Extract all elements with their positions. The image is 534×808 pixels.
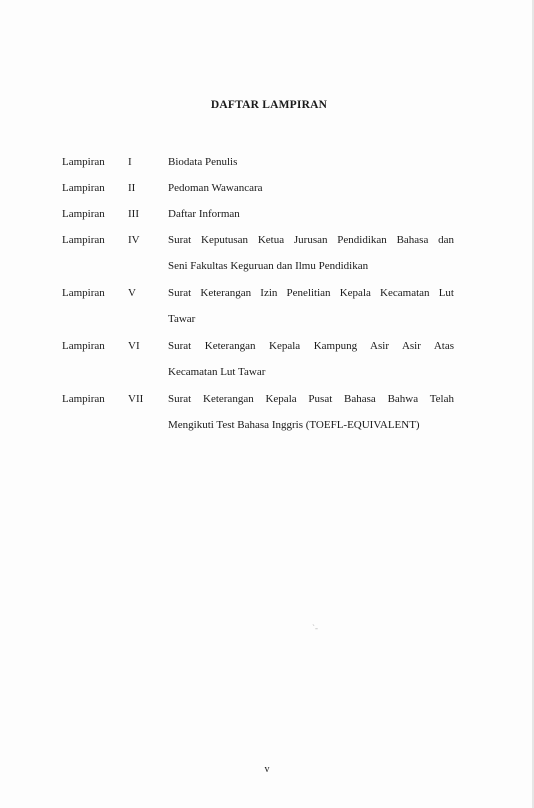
entry-label: Lampiran: [62, 156, 105, 168]
entry-description: [168, 333, 454, 385]
entry-description-line: Surat Keterangan Kepala Kampung Asir Asir Atas: [168, 340, 454, 352]
entry-description-line: Surat Keputusan Ketua Jurusan Pendidikan Bahasa dan: [168, 234, 454, 246]
entry-description-line: Pedoman Wawancara: [168, 182, 263, 194]
entry-description-line: Surat Keterangan Izin Penelitian Kepala Kecamatan Lut: [168, 287, 454, 299]
appendix-entry: [62, 333, 454, 385]
appendix-entry: [62, 386, 454, 438]
entry-description: [168, 201, 454, 227]
entry-number: II: [128, 182, 136, 194]
entry-description-line: Mengikuti Test Bahasa Inggris (TOEFL-EQUIVALENT): [168, 419, 420, 431]
appendix-list: [62, 149, 454, 439]
appendix-entry: [62, 201, 454, 227]
page-title: DAFTAR LAMPIRAN: [210, 99, 328, 111]
entry-label: Lampiran: [62, 208, 105, 220]
entry-label: Lampiran: [62, 182, 105, 194]
entry-label: Lampiran: [62, 287, 105, 299]
entry-description: [168, 149, 454, 175]
entry-description: [168, 280, 454, 332]
entry-number: IV: [128, 234, 140, 246]
scan-speck: `-: [312, 623, 318, 633]
appendix-entry: [62, 149, 454, 175]
entry-description: [168, 227, 454, 279]
entry-description: [168, 386, 454, 438]
entry-number: III: [128, 208, 139, 220]
appendix-entry: [62, 280, 454, 332]
entry-description-line: Kecamatan Lut Tawar: [168, 366, 266, 378]
entry-label: Lampiran: [62, 340, 105, 352]
entry-description: [168, 175, 454, 201]
appendix-entry: [62, 227, 454, 279]
appendix-entry: [62, 175, 454, 201]
entry-number: I: [128, 156, 132, 168]
entry-label: Lampiran: [62, 234, 105, 246]
entry-number: VI: [128, 340, 140, 352]
page-number: v: [264, 764, 270, 775]
entry-description-line: Biodata Penulis: [168, 156, 238, 168]
entry-description-line: Daftar Informan: [168, 208, 240, 220]
entry-number: V: [128, 287, 136, 299]
entry-number: VII: [128, 393, 144, 405]
entry-label: Lampiran: [62, 393, 105, 405]
entry-description-line: Surat Keterangan Kepala Pusat Bahasa Bahwa Telah: [168, 393, 454, 405]
entry-description-line: Tawar: [168, 313, 196, 325]
entry-description-line: Seni Fakultas Keguruan dan Ilmu Pendidikan: [168, 260, 369, 272]
